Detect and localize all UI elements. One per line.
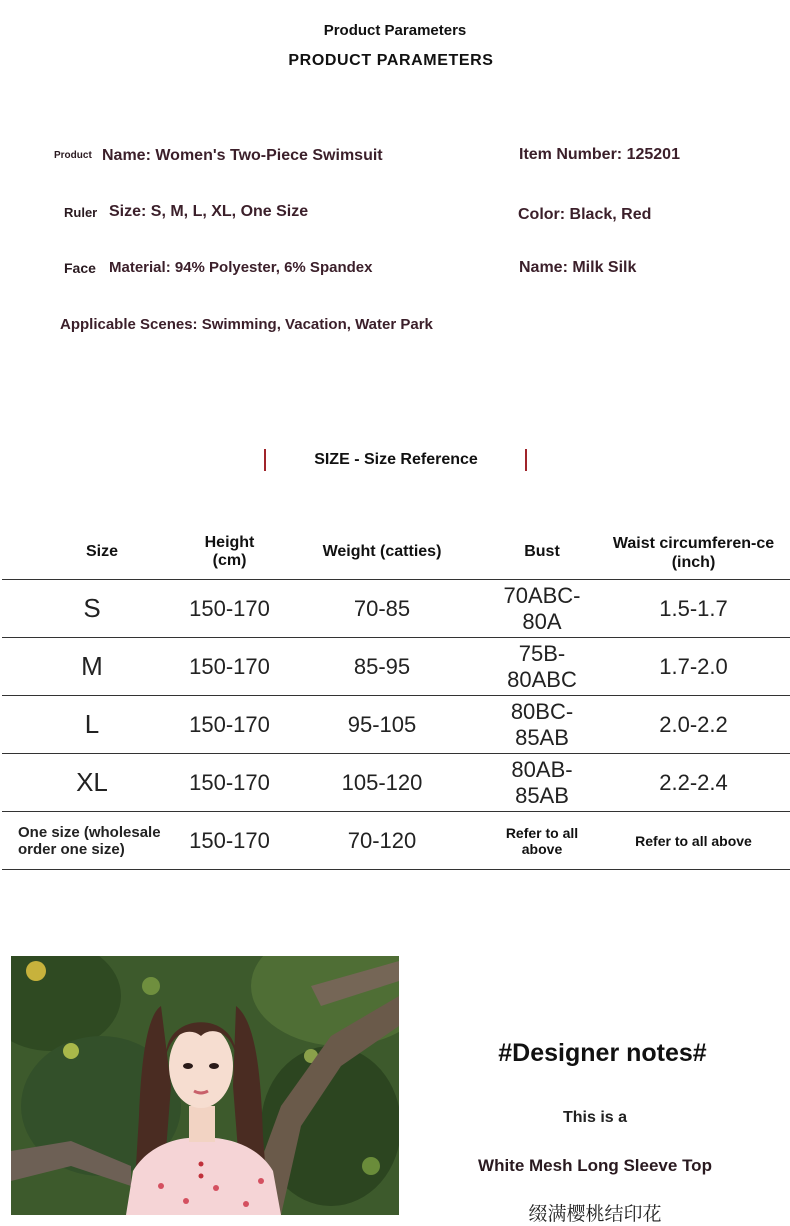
waist-cell: 2.0-2.2 xyxy=(597,696,790,754)
param-label-ruler: Ruler xyxy=(64,205,98,220)
size-cell: One size (wholesale order one size) xyxy=(2,812,182,870)
param-sizes: Size: S, M, L, XL, One Size xyxy=(109,203,309,220)
table-row xyxy=(2,754,790,812)
bust-cell: 80BC-85AB xyxy=(487,696,597,754)
param-fabric-name: Name: Milk Silk xyxy=(519,259,637,276)
param-product-name: Name: Women's Two-Piece Swimsuit xyxy=(102,147,383,164)
designer-note-line-2: White Mesh Long Sleeve Top xyxy=(478,1156,712,1175)
bust-cell: Refer to all above xyxy=(487,812,597,870)
bust-cell: 75B-80ABC xyxy=(487,638,597,696)
param-color: Color: Black, Red xyxy=(518,206,652,223)
size-title-left-bar xyxy=(264,449,266,471)
size-cell: XL xyxy=(2,754,182,812)
param-item-number: Item Number: 125201 xyxy=(519,146,680,163)
param-label-product: Product xyxy=(54,150,92,161)
size-cell: L xyxy=(2,696,182,754)
table-row xyxy=(2,812,790,870)
header-bust: Bust xyxy=(524,543,560,560)
height-cell: 150-170 xyxy=(182,696,277,754)
weight-cell: 70-120 xyxy=(277,812,487,870)
designer-notes-title: #Designer notes# xyxy=(498,1039,707,1067)
param-label-face: Face xyxy=(64,260,96,276)
param-scenes: Applicable Scenes: Swimming, Vacation, Water Park xyxy=(60,316,433,333)
height-cell: 150-170 xyxy=(182,580,277,638)
weight-cell: 70-85 xyxy=(277,580,487,638)
weight-cell: 95-105 xyxy=(277,696,487,754)
height-cell: 150-170 xyxy=(182,812,277,870)
table-row xyxy=(2,580,790,638)
size-cell: S xyxy=(2,580,182,638)
size-title-right-bar xyxy=(525,449,527,471)
waist-cell: 1.7-2.0 xyxy=(597,638,790,696)
page-title: Product Parameters xyxy=(323,22,467,39)
bust-cell: 70ABC-80A xyxy=(487,580,597,638)
height-cell: 150-170 xyxy=(182,754,277,812)
table-row xyxy=(2,638,790,696)
model-photo xyxy=(11,956,399,1215)
waist-cell: 1.5-1.7 xyxy=(597,580,790,638)
size-section-title: SIZE - Size Reference xyxy=(314,451,478,468)
size-table-header xyxy=(2,525,790,580)
param-material: Material: 94% Polyester, 6% Spandex xyxy=(109,259,373,276)
size-table xyxy=(2,525,790,870)
header-weight: Weight (catties) xyxy=(322,543,442,560)
waist-cell: 2.2-2.4 xyxy=(597,754,790,812)
designer-note-line-1: This is a xyxy=(562,1109,628,1126)
waist-cell: Refer to all above xyxy=(597,812,790,870)
header-size: Size xyxy=(86,543,119,560)
designer-note-line-3: 缀满樱桃结印花 xyxy=(528,1204,662,1225)
table-row xyxy=(2,696,790,754)
weight-cell: 85-95 xyxy=(277,638,487,696)
weight-cell: 105-120 xyxy=(277,754,487,812)
header-height: Height (cm) xyxy=(204,534,255,569)
page-subtitle: PRODUCT PARAMETERS xyxy=(288,52,494,69)
bust-cell: 80AB-85AB xyxy=(487,754,597,812)
height-cell: 150-170 xyxy=(182,638,277,696)
size-cell: M xyxy=(2,638,182,696)
header-waist: Waist circumferen-ce (inch) xyxy=(612,535,775,571)
